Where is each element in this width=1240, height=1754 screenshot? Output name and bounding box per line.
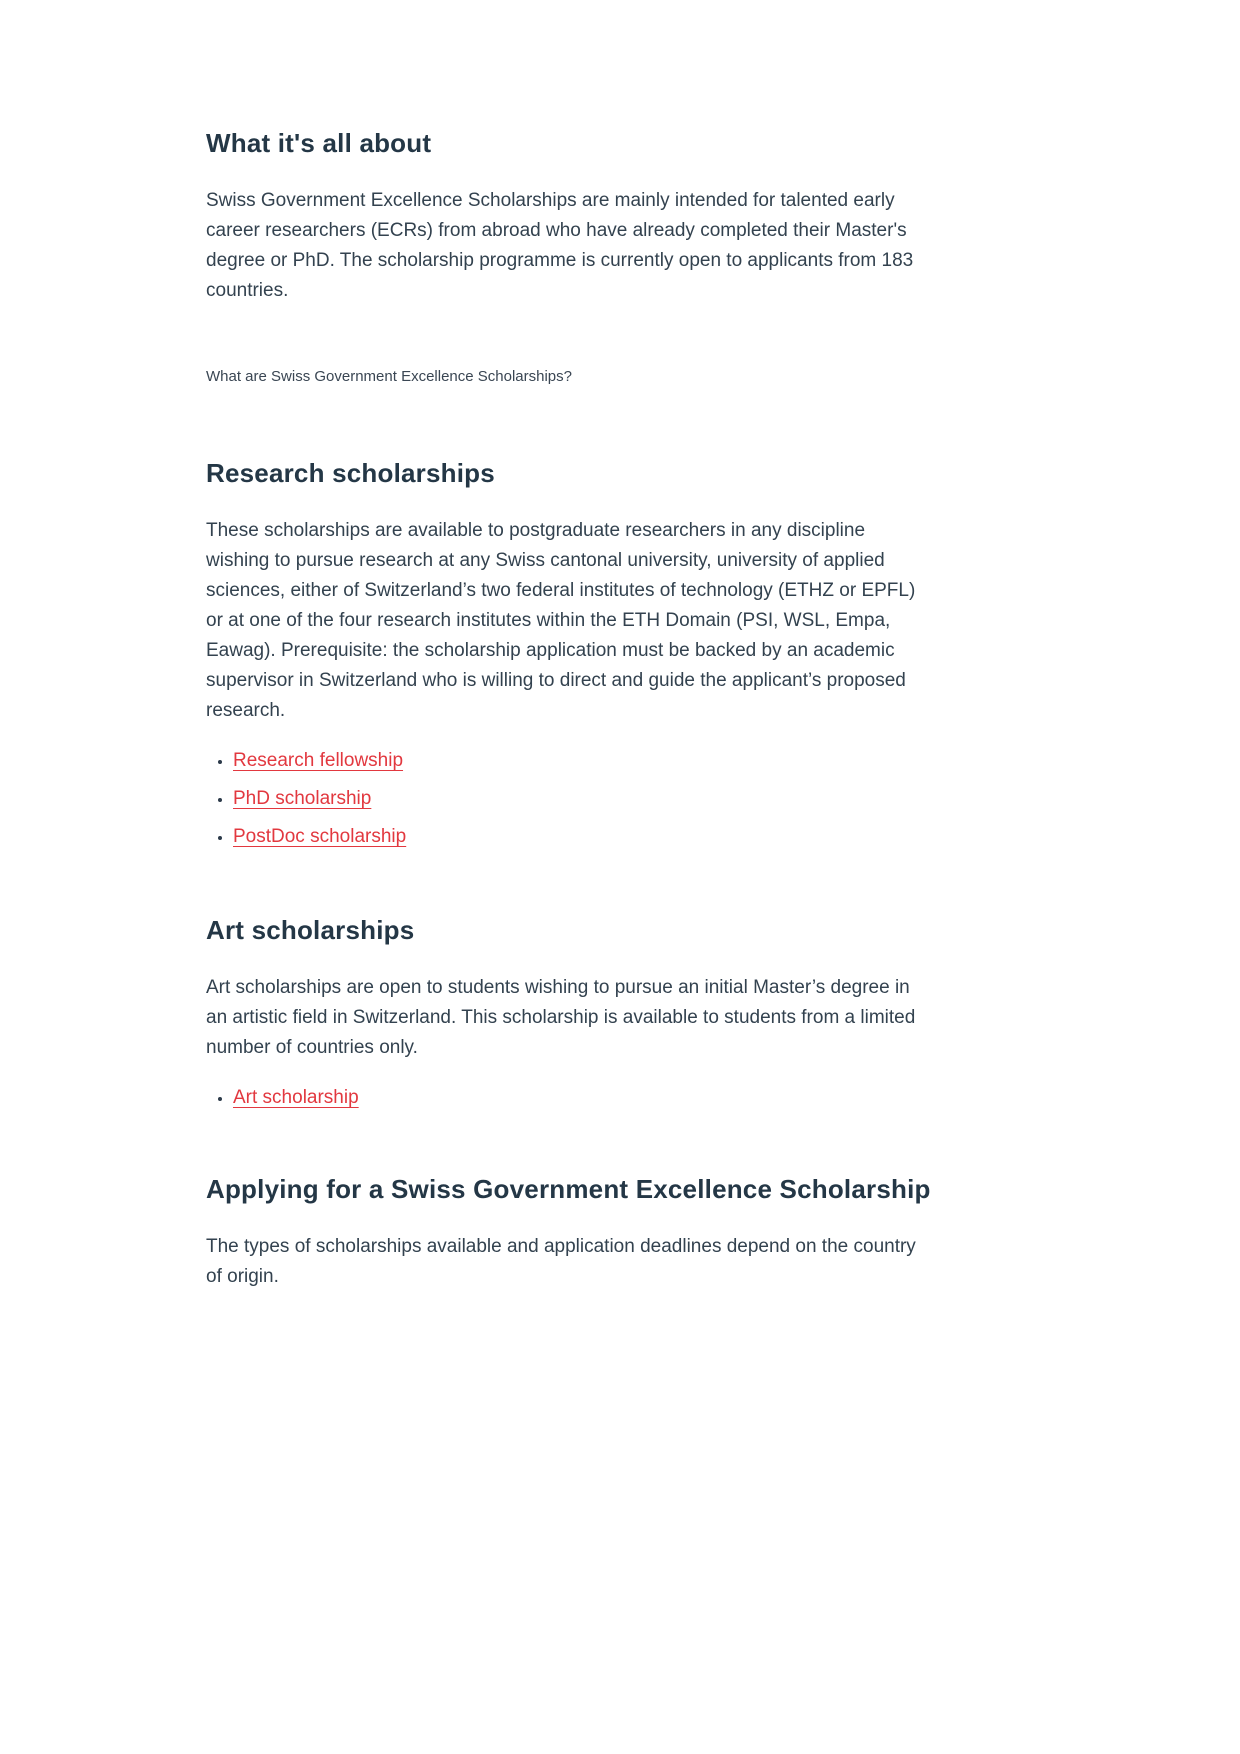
link-research-fellowship[interactable]: Research fellowship (233, 750, 404, 771)
link-postdoc-scholarship[interactable]: PostDoc scholarship (233, 826, 407, 847)
section-heading-applying: Applying for a Swiss Government Excellence Scholarship (206, 1174, 931, 1204)
list-item (233, 750, 922, 771)
paragraph-research: These scholarships are available to postgraduate researchers in any discipline wishing to pursue research at any Swiss cantonal university, university of applied sciences, either of Switzerland’s two federal institutes of technology (ETHZ or EPFL) or at one of the four research institutes within the ETH Domain (PSI, WSL, Empa, Eawag). Prerequisite: the scholarship application must be backed by an academic supervisor in Switzerland who is willing to direct and guide the applicant’s proposed research. (206, 520, 916, 721)
section-heading-art: Art scholarships (206, 915, 415, 945)
main-content (206, 0, 931, 1292)
list-item (233, 1087, 922, 1108)
section-heading-research: Research scholarships (206, 458, 495, 488)
link-phd-scholarship[interactable]: PhD scholarship (233, 788, 372, 809)
caption-what-are-scholarships: What are Swiss Government Excellence Scholarships? (206, 368, 572, 385)
research-links-list (206, 750, 922, 847)
link-art-scholarship[interactable]: Art scholarship (233, 1087, 359, 1108)
section-art-scholarships (206, 913, 922, 1108)
section-about (206, 126, 922, 388)
list-item (233, 826, 922, 847)
art-links-list (206, 1087, 922, 1108)
section-research-scholarships (206, 456, 922, 847)
paragraph-about: Swiss Government Excellence Scholarships are mainly intended for talented early career researchers (ECRs) from abroad who have already completed their Master's degree or PhD. The scholarship programme is currently open to applicants from 183 countries. (206, 190, 914, 301)
list-item (233, 788, 922, 809)
section-applying (206, 1172, 931, 1292)
section-heading-about: What it's all about (206, 128, 432, 158)
paragraph-art: Art scholarships are open to students wishing to pursue an initial Master’s degree in an artistic field in Switzerland. This scholarship is available to students from a limited number of countries only. (206, 977, 916, 1058)
paragraph-applying: The types of scholarships available and application deadlines depend on the country of origin. (206, 1236, 916, 1287)
